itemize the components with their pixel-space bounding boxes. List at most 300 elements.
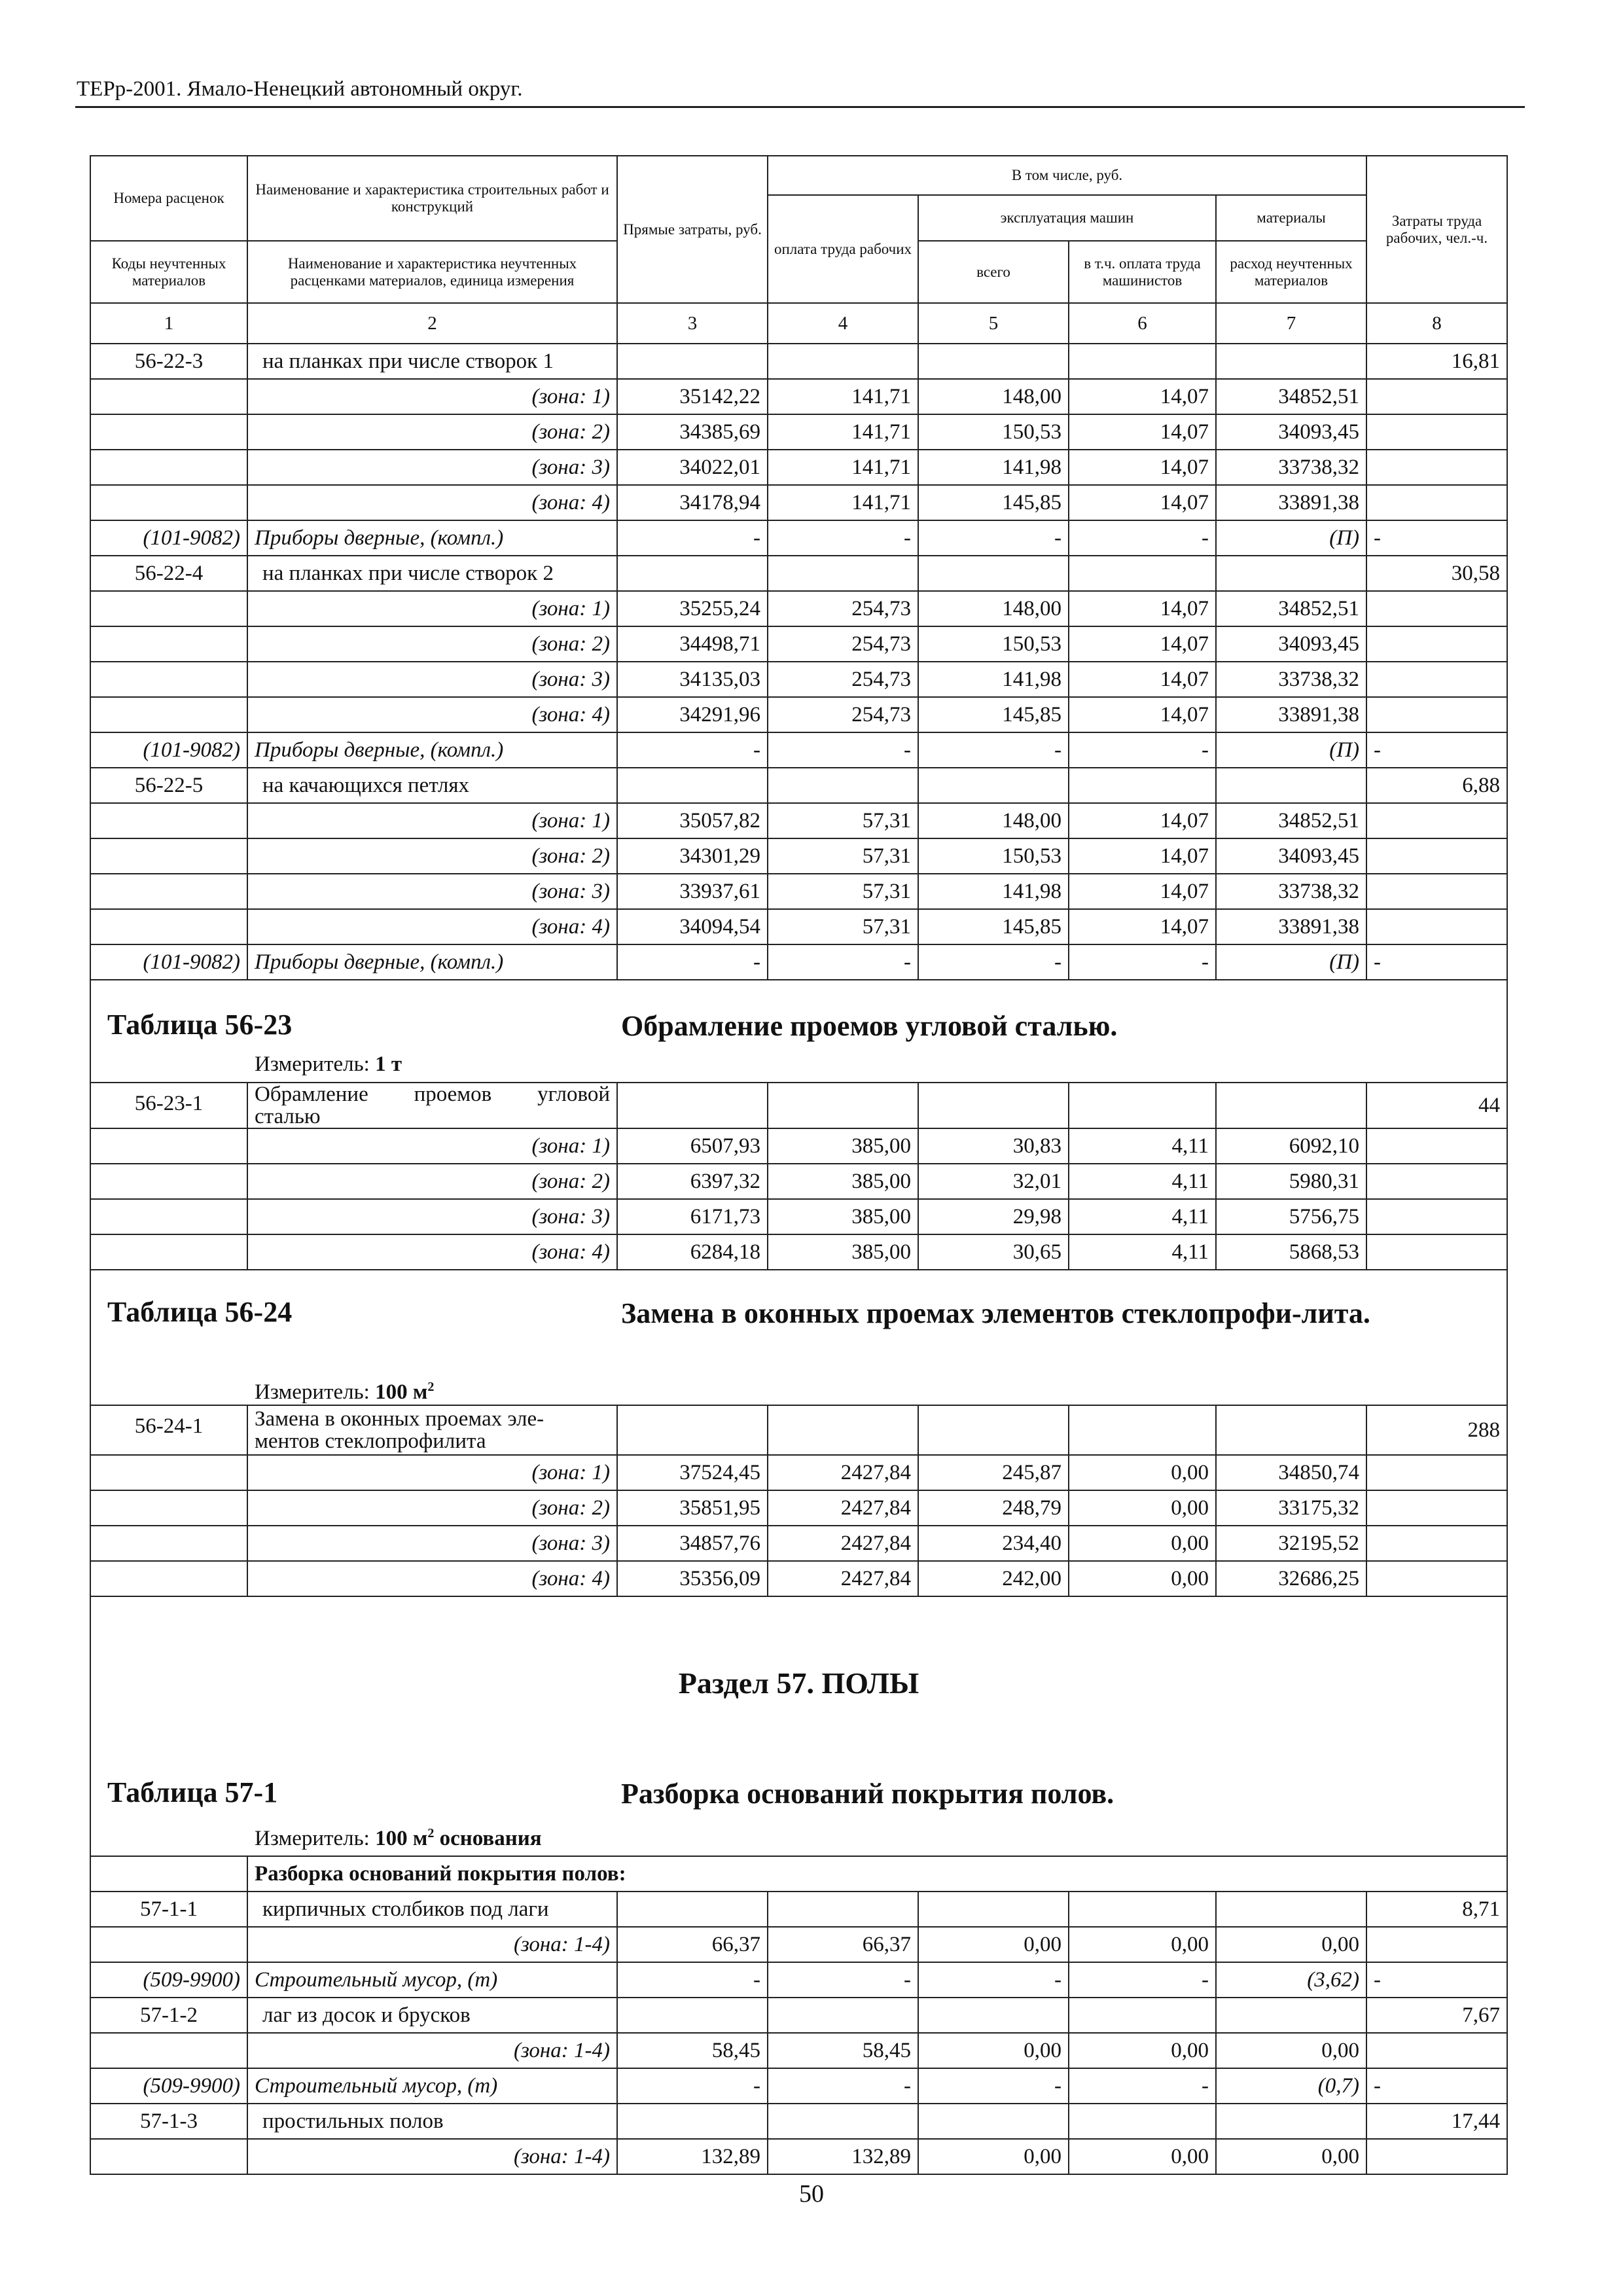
material-name: Строительный мусор, (т) — [247, 1962, 617, 1998]
wages-cost: 254,73 — [768, 662, 918, 697]
machines-cost: 145,85 — [918, 485, 1069, 520]
material-value: - — [768, 2068, 918, 2104]
empty-cell — [90, 697, 247, 732]
empty-cell — [768, 1998, 918, 2033]
zone-row — [90, 2139, 1507, 2174]
machines-cost: 148,00 — [918, 803, 1069, 838]
empty-cell — [1366, 414, 1507, 450]
operators-cost: 14,07 — [1069, 838, 1216, 874]
materials-cost: 0,00 — [1216, 2033, 1366, 2068]
material-value: - — [1069, 1962, 1216, 1998]
table-title: Замена в оконных проемах элементов стеклопрофи-лита. — [621, 1297, 1370, 1329]
zone-label: (зона: 1) — [247, 1455, 617, 1490]
zone-label: (зона: 2) — [247, 1490, 617, 1526]
empty-cell — [90, 1234, 247, 1270]
operators-cost: 14,07 — [1069, 662, 1216, 697]
rate-row — [90, 2104, 1507, 2139]
empty-cell — [90, 1199, 247, 1234]
direct-cost: 34498,71 — [617, 626, 768, 662]
materials-header: материалы — [1216, 195, 1366, 241]
empty-cell — [1366, 1234, 1507, 1270]
wages-cost: 141,71 — [768, 414, 918, 450]
empty-cell — [1069, 2104, 1216, 2139]
rate-name: на планках при числе створок 1 — [247, 344, 617, 379]
materials-cost: 33738,32 — [1216, 662, 1366, 697]
operators-cost: 4,11 — [1069, 1164, 1216, 1199]
zone-row — [90, 1128, 1507, 1164]
column-number: 6 — [1069, 303, 1216, 344]
rate-code: 56-23-1 — [90, 1083, 247, 1128]
material-name: Приборы дверные, (компл.) — [247, 520, 617, 556]
empty-cell — [1216, 556, 1366, 591]
rate-code: 56-24-1 — [90, 1405, 247, 1455]
header-rule — [75, 106, 1525, 108]
machines-cost: 148,00 — [918, 379, 1069, 414]
material-value: (3,62) — [1216, 1962, 1366, 1998]
col3-header: Прямые затраты, руб. — [617, 156, 768, 303]
empty-cell — [1216, 1892, 1366, 1927]
zone-label: (зона: 4) — [247, 1561, 617, 1596]
table-56-24 — [90, 1270, 1507, 1455]
machines-cost: 141,98 — [918, 450, 1069, 485]
operators-cost: 4,11 — [1069, 1234, 1216, 1270]
materials-cost: 34093,45 — [1216, 414, 1366, 450]
direct-cost: 34301,29 — [617, 838, 768, 874]
empty-cell — [617, 768, 768, 803]
operators-cost: 14,07 — [1069, 803, 1216, 838]
rate-code: 57-1-1 — [90, 1892, 247, 1927]
zone-row — [90, 1455, 1507, 1490]
column-number: 5 — [918, 303, 1069, 344]
zone-label: (зона: 4) — [247, 909, 617, 944]
zone-label: (зона: 1-4) — [247, 2139, 617, 2174]
rate-row — [90, 344, 1507, 379]
direct-cost: 35851,95 — [617, 1490, 768, 1526]
direct-cost: 6171,73 — [617, 1199, 768, 1234]
empty-cell — [1216, 1998, 1366, 2033]
table-title: Разборка оснований покрытия полов. — [621, 1778, 1115, 1810]
wages-cost: 66,37 — [768, 1927, 918, 1962]
materials-cost: 5980,31 — [1216, 1164, 1366, 1199]
empty-cell — [90, 838, 247, 874]
material-value: - — [1366, 520, 1507, 556]
column-number: 3 — [617, 303, 768, 344]
empty-cell — [90, 1526, 247, 1561]
wages-cost: 2427,84 — [768, 1561, 918, 1596]
direct-cost: 34094,54 — [617, 909, 768, 944]
column-number: 4 — [768, 303, 918, 344]
machines-cost: 145,85 — [918, 909, 1069, 944]
direct-cost: 34135,03 — [617, 662, 768, 697]
empty-cell — [90, 1561, 247, 1596]
rate-code: 57-1-2 — [90, 1998, 247, 2033]
empty-cell — [1366, 838, 1507, 874]
machines-cost: 148,00 — [918, 591, 1069, 626]
wages-cost: 2427,84 — [768, 1490, 918, 1526]
zone-label: (зона: 3) — [247, 1199, 617, 1234]
empty-cell — [1366, 485, 1507, 520]
direct-cost: 35142,22 — [617, 379, 768, 414]
rate-code: 56-22-4 — [90, 556, 247, 591]
zone-row — [90, 1561, 1507, 1596]
machines-cost: 242,00 — [918, 1561, 1069, 1596]
table-56-23 — [90, 980, 1507, 1128]
empty-cell — [1366, 909, 1507, 944]
rate-name-word: проемов — [414, 1083, 492, 1106]
labor-cost: 30,58 — [1366, 556, 1507, 591]
machines-cost: 29,98 — [918, 1199, 1069, 1234]
empty-cell — [1216, 2104, 1366, 2139]
direct-cost: 34385,69 — [617, 414, 768, 450]
labor-cost: 288 — [1366, 1405, 1507, 1455]
empty-cell — [1366, 379, 1507, 414]
col5-header: всего — [918, 241, 1069, 303]
empty-cell — [918, 2104, 1069, 2139]
direct-cost: 132,89 — [617, 2139, 768, 2174]
material-value: - — [617, 520, 768, 556]
empty-cell — [90, 414, 247, 450]
material-value: (П) — [1216, 520, 1366, 556]
material-value: (П) — [1216, 944, 1366, 980]
operators-cost: 14,07 — [1069, 874, 1216, 909]
material-row — [90, 732, 1507, 768]
rate-code: 56-22-5 — [90, 768, 247, 803]
wages-cost: 254,73 — [768, 697, 918, 732]
wages-cost: 141,71 — [768, 450, 918, 485]
rate-name: кирпичных столбиков под лаги — [247, 1892, 617, 1927]
empty-cell — [1069, 344, 1216, 379]
zone-label: (зона: 1) — [247, 1128, 617, 1164]
labor-cost: 8,71 — [1366, 1892, 1507, 1927]
material-row — [90, 520, 1507, 556]
material-value: - — [617, 2068, 768, 2104]
machines-cost: 30,83 — [918, 1128, 1069, 1164]
wages-cost: 57,31 — [768, 838, 918, 874]
group-heading: Разборка оснований покрытия полов: — [247, 1856, 1507, 1892]
table-56-24-zones — [90, 1455, 1507, 1596]
zone-row — [90, 803, 1507, 838]
wages-cost: 385,00 — [768, 1234, 918, 1270]
machines-cost: 32,01 — [918, 1164, 1069, 1199]
empty-cell — [768, 556, 918, 591]
col1-bottom-header: Коды неучтенных материалов — [90, 241, 247, 303]
empty-cell — [617, 344, 768, 379]
empty-cell — [90, 1927, 247, 1962]
empty-cell — [1366, 1490, 1507, 1526]
zone-row — [90, 1526, 1507, 1561]
table-header — [90, 156, 1507, 344]
operators-cost: 0,00 — [1069, 2033, 1216, 2068]
empty-cell — [617, 1998, 768, 2033]
material-value: - — [617, 732, 768, 768]
labor-cost: 17,44 — [1366, 2104, 1507, 2139]
materials-cost: 34852,51 — [1216, 379, 1366, 414]
material-value: - — [1069, 732, 1216, 768]
rate-code: 57-1-3 — [90, 2104, 247, 2139]
empty-cell — [90, 1490, 247, 1526]
operators-cost: 0,00 — [1069, 2139, 1216, 2174]
direct-cost: 34857,76 — [617, 1526, 768, 1561]
materials-cost: 33738,32 — [1216, 450, 1366, 485]
machines-cost: 0,00 — [918, 1927, 1069, 1962]
rate-code: 56-22-3 — [90, 344, 247, 379]
operators-cost: 0,00 — [1069, 1561, 1216, 1596]
wages-cost: 385,00 — [768, 1128, 918, 1164]
col1-top-header: Номера расценок — [90, 156, 247, 241]
col6-header: в т.ч. оплата труда машинистов — [1069, 241, 1216, 303]
operators-cost: 0,00 — [1069, 1526, 1216, 1561]
empty-cell — [1216, 344, 1366, 379]
operators-cost: 14,07 — [1069, 626, 1216, 662]
direct-cost: 35057,82 — [617, 803, 768, 838]
empty-cell — [1366, 1526, 1507, 1561]
empty-cell — [1216, 768, 1366, 803]
materials-cost: 32195,52 — [1216, 1526, 1366, 1561]
empty-cell — [90, 1164, 247, 1199]
material-value: - — [1069, 2068, 1216, 2104]
materials-cost: 34093,45 — [1216, 626, 1366, 662]
zone-row — [90, 662, 1507, 697]
material-value: - — [918, 944, 1069, 980]
direct-cost: 34022,01 — [617, 450, 768, 485]
table-56-23-title-cell — [90, 980, 1507, 1083]
rates-table-frame — [90, 155, 1507, 2168]
machines-cost: 0,00 — [918, 2033, 1069, 2068]
operators-cost: 14,07 — [1069, 379, 1216, 414]
table-number: Таблица 56-23 — [107, 1009, 293, 1041]
wages-cost: 57,31 — [768, 874, 918, 909]
direct-cost: 35356,09 — [617, 1561, 768, 1596]
material-value: - — [1366, 1962, 1507, 1998]
col2-top-header: Наименование и характеристика строительных работ и конструкций — [247, 156, 617, 241]
wages-cost: 141,71 — [768, 485, 918, 520]
table-number: Таблица 56-24 — [107, 1296, 293, 1328]
zone-row — [90, 697, 1507, 732]
empty-cell — [1366, 662, 1507, 697]
col7-header: расход неучтенных материалов — [1216, 241, 1366, 303]
materials-cost: 34093,45 — [1216, 838, 1366, 874]
operators-cost: 0,00 — [1069, 1927, 1216, 1962]
machines-cost: 150,53 — [918, 626, 1069, 662]
table-56-22-body — [90, 344, 1507, 980]
empty-cell — [1366, 1164, 1507, 1199]
zone-row — [90, 909, 1507, 944]
rate-name — [247, 1405, 617, 1455]
empty-cell — [918, 556, 1069, 591]
direct-cost: 33937,61 — [617, 874, 768, 909]
empty-cell — [1366, 626, 1507, 662]
materials-cost: 34852,51 — [1216, 591, 1366, 626]
empty-cell — [1069, 556, 1216, 591]
table-title: Обрамление проемов угловой сталью. — [621, 1010, 1118, 1042]
material-value: - — [1069, 520, 1216, 556]
materials-cost: 5756,75 — [1216, 1199, 1366, 1234]
empty-cell — [90, 909, 247, 944]
zone-row — [90, 1164, 1507, 1199]
empty-cell — [918, 768, 1069, 803]
materials-cost: 33738,32 — [1216, 874, 1366, 909]
direct-cost: 35255,24 — [617, 591, 768, 626]
rate-name-line1: Замена в оконных проемах эле- — [255, 1407, 544, 1431]
rate-name-word: Обрамление — [255, 1083, 368, 1106]
machines-cost: 150,53 — [918, 838, 1069, 874]
wages-cost: 2427,84 — [768, 1455, 918, 1490]
zone-row — [90, 1234, 1507, 1270]
material-value: (П) — [1216, 732, 1366, 768]
rate-row — [90, 556, 1507, 591]
rate-row — [90, 1892, 1507, 1927]
machines-cost: 234,40 — [918, 1526, 1069, 1561]
zone-label: (зона: 4) — [247, 485, 617, 520]
direct-cost: 34178,94 — [617, 485, 768, 520]
column-number: 2 — [247, 303, 617, 344]
machines-cost: 0,00 — [918, 2139, 1069, 2174]
column-number: 8 — [1366, 303, 1507, 344]
empty-cell — [1069, 1998, 1216, 2033]
empty-cell — [617, 556, 768, 591]
empty-cell — [1366, 450, 1507, 485]
empty-cell — [90, 874, 247, 909]
empty-cell — [768, 344, 918, 379]
empty-cell — [768, 1892, 918, 1927]
machines-cost: 141,98 — [918, 662, 1069, 697]
wages-cost: 141,71 — [768, 379, 918, 414]
zone-row — [90, 874, 1507, 909]
empty-cell — [90, 450, 247, 485]
machines-cost: 30,65 — [918, 1234, 1069, 1270]
empty-cell — [918, 1998, 1069, 2033]
materials-cost: 5868,53 — [1216, 1234, 1366, 1270]
labor-cost: 16,81 — [1366, 344, 1507, 379]
wages-cost: 385,00 — [768, 1199, 918, 1234]
labor-cost: 44 — [1366, 1083, 1507, 1128]
material-value: - — [1366, 2068, 1507, 2104]
materials-cost: 33891,38 — [1216, 697, 1366, 732]
wages-cost: 57,31 — [768, 803, 918, 838]
empty-cell — [90, 2139, 247, 2174]
wages-cost: 2427,84 — [768, 1526, 918, 1561]
material-row — [90, 944, 1507, 980]
group-header: В том числе, руб. — [768, 156, 1366, 195]
zone-row — [90, 450, 1507, 485]
zone-row — [90, 626, 1507, 662]
empty-cell — [90, 379, 247, 414]
empty-cell — [768, 2104, 918, 2139]
table-56-24-title-cell — [90, 1270, 1507, 1405]
empty-cell — [1069, 1892, 1216, 1927]
materials-cost: 34852,51 — [1216, 803, 1366, 838]
labor-cost: 7,67 — [1366, 1998, 1507, 2033]
material-value: - — [1366, 944, 1507, 980]
empty-cell — [90, 1128, 247, 1164]
material-row — [90, 2068, 1507, 2104]
wages-cost: 385,00 — [768, 1164, 918, 1199]
rate-name: на качающихся петлях — [247, 768, 617, 803]
direct-cost: 6284,18 — [617, 1234, 768, 1270]
labor-cost: 6,88 — [1366, 768, 1507, 803]
materials-cost: 0,00 — [1216, 1927, 1366, 1962]
rate-name: на планках при числе створок 2 — [247, 556, 617, 591]
operators-cost: 14,07 — [1069, 485, 1216, 520]
operators-cost: 14,07 — [1069, 591, 1216, 626]
empty-cell — [1366, 1128, 1507, 1164]
zone-row — [90, 591, 1507, 626]
zone-label: (зона: 2) — [247, 1164, 617, 1199]
wages-cost: 132,89 — [768, 2139, 918, 2174]
empty-cell — [1366, 2033, 1507, 2068]
zone-row — [90, 1199, 1507, 1234]
direct-cost: 37524,45 — [617, 1455, 768, 1490]
machines-cost: 145,85 — [918, 697, 1069, 732]
material-value: - — [768, 1962, 918, 1998]
materials-cost: 33891,38 — [1216, 909, 1366, 944]
material-name: Приборы дверные, (компл.) — [247, 944, 617, 980]
zone-label: (зона: 4) — [247, 697, 617, 732]
column-number: 1 — [90, 303, 247, 344]
empty-cell — [1069, 768, 1216, 803]
empty-cell — [617, 1892, 768, 1927]
rate-name-line1 — [255, 1083, 610, 1105]
empty-cell — [90, 2033, 247, 2068]
direct-cost: 6507,93 — [617, 1128, 768, 1164]
empty-cell — [918, 344, 1069, 379]
zone-row — [90, 1490, 1507, 1526]
material-value: - — [918, 732, 1069, 768]
materials-cost: 32686,25 — [1216, 1561, 1366, 1596]
operators-cost: 14,07 — [1069, 414, 1216, 450]
operators-cost: 4,11 — [1069, 1128, 1216, 1164]
table-unit: Измеритель: 1 т — [255, 1052, 402, 1076]
col2-bottom-header: Наименование и характеристика неучтенных расценками материалов, единица измерения — [247, 241, 617, 303]
empty-cell — [1366, 1561, 1507, 1596]
material-value: - — [768, 944, 918, 980]
operators-cost: 4,11 — [1069, 1199, 1216, 1234]
materials-cost: 0,00 — [1216, 2139, 1366, 2174]
col8-header: Затраты труда рабочих, чел.-ч. — [1366, 156, 1507, 303]
rate-name-line2: ментов стеклопрофилита — [255, 1429, 486, 1453]
material-row — [90, 1962, 1507, 1998]
zone-label: (зона: 4) — [247, 1234, 617, 1270]
material-code: (101-9082) — [90, 520, 247, 556]
zone-label: (зона: 2) — [247, 626, 617, 662]
table-57-1-body — [90, 1892, 1507, 2174]
machines-cost: 245,87 — [918, 1455, 1069, 1490]
zone-label: (зона: 2) — [247, 414, 617, 450]
zone-label: (зона: 1-4) — [247, 1927, 617, 1962]
empty-cell — [90, 626, 247, 662]
materials-cost: 33175,32 — [1216, 1490, 1366, 1526]
rate-row — [90, 768, 1507, 803]
zone-row — [90, 1927, 1507, 1962]
rate-name: простильных полов — [247, 2104, 617, 2139]
zone-label: (зона: 3) — [247, 1526, 617, 1561]
empty-cell — [1366, 874, 1507, 909]
zone-row — [90, 379, 1507, 414]
materials-cost: 34850,74 — [1216, 1455, 1366, 1490]
material-value: - — [768, 520, 918, 556]
materials-cost: 6092,10 — [1216, 1128, 1366, 1164]
direct-cost: 58,45 — [617, 2033, 768, 2068]
table-number: Таблица 57-1 — [107, 1776, 278, 1808]
material-value: - — [918, 2068, 1069, 2104]
rates-table — [90, 155, 1508, 2175]
material-code: (509-9900) — [90, 1962, 247, 1998]
direct-cost: 6397,32 — [617, 1164, 768, 1199]
zone-row — [90, 414, 1507, 450]
material-value: - — [1366, 732, 1507, 768]
zone-label: (зона: 1-4) — [247, 2033, 617, 2068]
operators-cost: 14,07 — [1069, 909, 1216, 944]
